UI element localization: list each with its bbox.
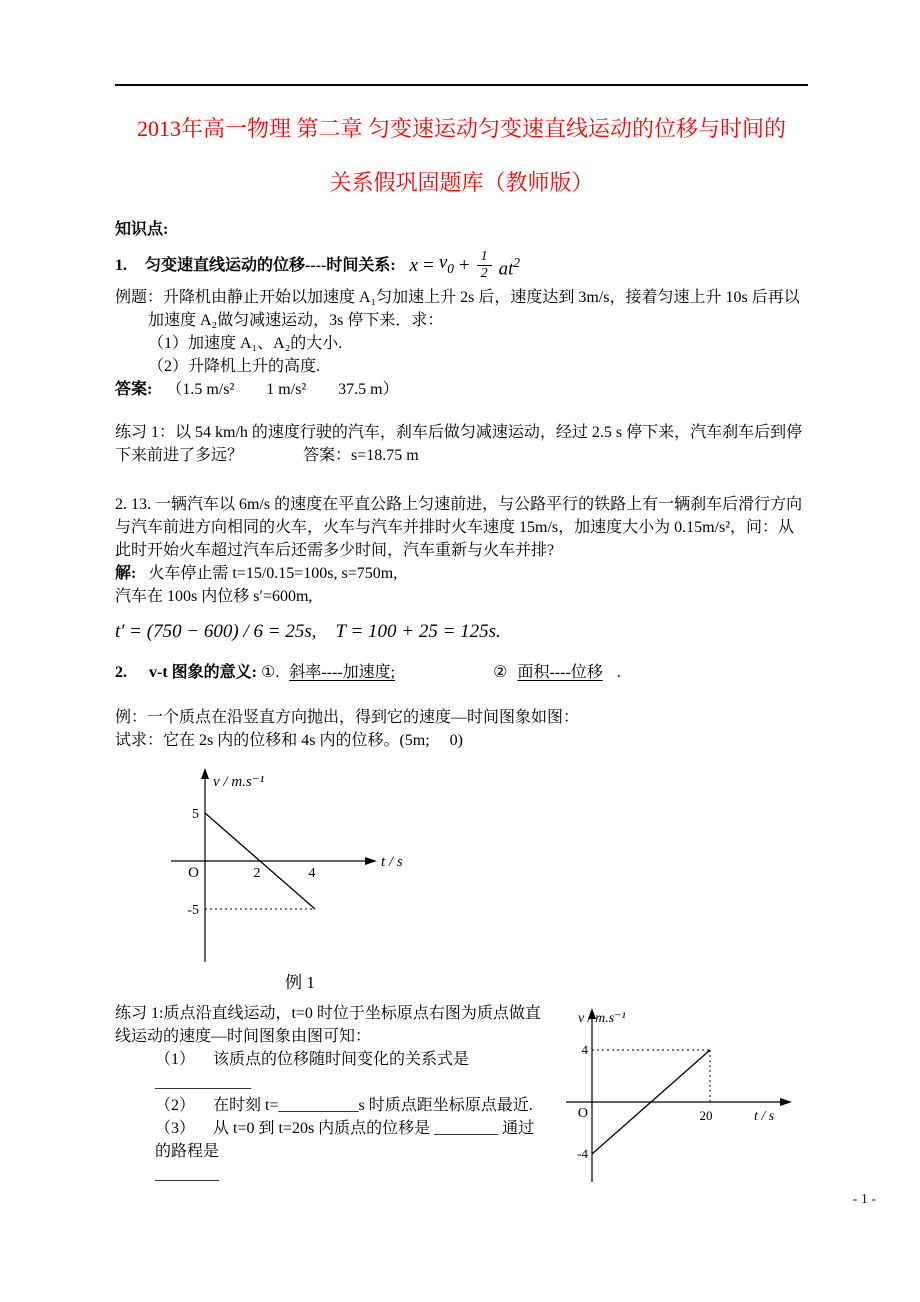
practice2-text-column <box>115 1002 544 1186</box>
problem2-solution-formula: t′ = (750 − 600) / 6 = 25s, T = 100 + 25 = 125s. <box>115 621 501 643</box>
formula-lhs: x <box>409 255 419 277</box>
graph2-x-axis-label: t / s <box>754 1109 775 1125</box>
graph2-ymax-tick: 4 <box>581 1042 588 1058</box>
formula-v-sub: 0 <box>447 260 454 276</box>
formula-at-sup: 2 <box>513 254 521 270</box>
formula-fraction <box>477 249 492 282</box>
graph1-container <box>155 766 808 971</box>
graph2-origin-label: O <box>577 1106 588 1122</box>
formula-at2 <box>499 251 520 280</box>
kp2-circle1: ①. <box>261 664 280 682</box>
graph1-ymin-tick: -5 <box>187 903 199 919</box>
header-rule <box>115 84 808 86</box>
graph2-xtick: 20 <box>699 1108 713 1124</box>
graph1-t2-tick: 4 <box>308 866 316 882</box>
graph1-x-axis-label: t / s <box>381 854 403 871</box>
example1-question-2: （2）升降机上升的高度. <box>148 358 321 376</box>
graph1-origin-label: O <box>188 865 199 882</box>
document-title-line1: 2013年高一物理 第二章 匀变速运动匀变速直线运动的位移与时间的 <box>136 116 786 141</box>
example1-body: 例题：升降机由静止开始以加速度 A₁匀加速上升 2s 后，速度达到 3m/s，接着匀速上升 10s 后再以加速度 A₂做匀减速运动，3s 停下来．求： <box>115 289 800 330</box>
graph2-container <box>558 1006 808 1196</box>
kp2-number: 2. <box>115 664 127 682</box>
practice1-body: 练习 1：以 54 km/h 的速度行驶的汽车，刹车后做匀减速运动，经过 2.5 s 停下来，汽车刹车后到停下来前进了多远？ <box>115 424 803 465</box>
knowledge-heading: 知识点: <box>115 221 169 238</box>
formula-v: v <box>438 252 448 274</box>
problem2-solution1: 火车停止需 t=15/0.15=100s, s=750m, <box>148 565 398 583</box>
practice2-body: 练习 1:质点沿直线运动，t=0 时位于坐标原点右图为质点做直线运动的速度—时间图象由图可知： <box>115 1005 541 1046</box>
page-number: - 1 - <box>852 1192 876 1207</box>
graph1-x-axis-arrow-icon <box>365 857 377 865</box>
graph1-vt-chart <box>155 766 445 966</box>
kp2-area: 面积----位移 <box>517 664 603 682</box>
graph1-ymax-tick: 5 <box>192 807 199 823</box>
graph2-y-axis-label: v / m.s⁻¹ <box>578 1011 626 1027</box>
practice2-question-2 <box>115 1094 544 1117</box>
practice2-section <box>115 1002 808 1196</box>
practice1-line <box>115 421 808 467</box>
document-title-line2: 关系假巩固题库（教师版） <box>329 170 594 195</box>
kp2-circle2: ② <box>493 664 508 682</box>
displacement-time-formula <box>410 249 520 282</box>
practice2-q2-number: （2） <box>155 1097 196 1115</box>
formula-v0 <box>439 251 454 280</box>
practice2-question-1 <box>115 1048 544 1094</box>
example1-question-1: （1）加速度 A₁、A₂的大小. <box>148 335 343 353</box>
example2-line1: 例：一个质点在沿竖直方向抛出，得到它的速度—时间图象如图： <box>115 709 580 727</box>
practice2-question-3 <box>115 1117 544 1163</box>
graph1-y-axis-arrow-icon <box>201 768 209 779</box>
example1-answer-value: （1.5 m/s² 1 m/s² 37.5 m） <box>166 381 399 399</box>
formula-fraction-numerator: 1 <box>477 249 492 266</box>
graph1-caption: 例 1 <box>285 973 315 993</box>
practice2-q1-number: （1） <box>155 1051 196 1069</box>
practice2-q3-number: （3） <box>155 1120 196 1138</box>
example1-answer-label: 答案: <box>115 381 153 399</box>
graph1-y-axis-label: v / m.s⁻¹ <box>213 774 265 791</box>
knowledge-point-2 <box>115 661 808 684</box>
problem2-solution-label: 解: <box>115 565 137 583</box>
formula-plus: + <box>458 255 470 277</box>
graph1-t1-tick: 2 <box>253 866 261 882</box>
graph2-x-axis-arrow-icon <box>780 1098 792 1106</box>
example1-answer-line <box>115 378 808 401</box>
graph2-vt-chart <box>558 1006 808 1191</box>
problem2-solution-line1 <box>115 562 808 585</box>
practice2-q2-text: 在时刻 t=__________s 时质点距坐标原点最近. <box>213 1097 533 1115</box>
practice2-q1-text: 该质点的位移随时间变化的关系式是____________ <box>155 1051 470 1092</box>
knowledge-point-1 <box>115 249 808 282</box>
kp2-label: v-t 图象的意义: <box>149 664 257 682</box>
example2-line2: 试求：它在 2s 内的位移和 4s 内的位移。(5m; 0) <box>115 732 464 750</box>
graph2-ymin-tick: -4 <box>577 1146 588 1162</box>
practice1-answer: 答案：s=18.75 m <box>303 447 419 465</box>
practice2-q3-text: 从 t=0 到 t=20s 内质点的位移是 ________ 通过的路程是 <box>155 1120 535 1161</box>
kp2-period: . <box>616 664 621 682</box>
formula-equals: = <box>423 255 434 277</box>
kp1-number: 1. <box>115 257 127 275</box>
problem2-body: 2. 13. 一辆汽车以 6m/s 的速度在平直公路上匀速前进，与公路平行的铁路上有一辆刹车后滑行方向与汽车前进方向相同的火车，火车与汽车并排时火车速度 15m/s，加速度大小为 0.15m/s²，问：从此时开始火车超过汽车后还需多少时间，汽车重新与火车并排? <box>115 496 803 560</box>
document-title <box>115 102 808 210</box>
document-content <box>0 84 920 1196</box>
formula-fraction-denominator: 2 <box>480 266 488 282</box>
kp2-slope: 斜率----加速度; <box>289 664 396 682</box>
formula-at: at <box>498 258 514 280</box>
problem2-solution-line2: 汽车在 100s 内位移 s′=600m, <box>115 588 313 606</box>
kp1-label: 匀变速直线运动的位移----时间关系: <box>145 257 396 275</box>
practice2-q3-continuation: ________ <box>155 1166 219 1184</box>
